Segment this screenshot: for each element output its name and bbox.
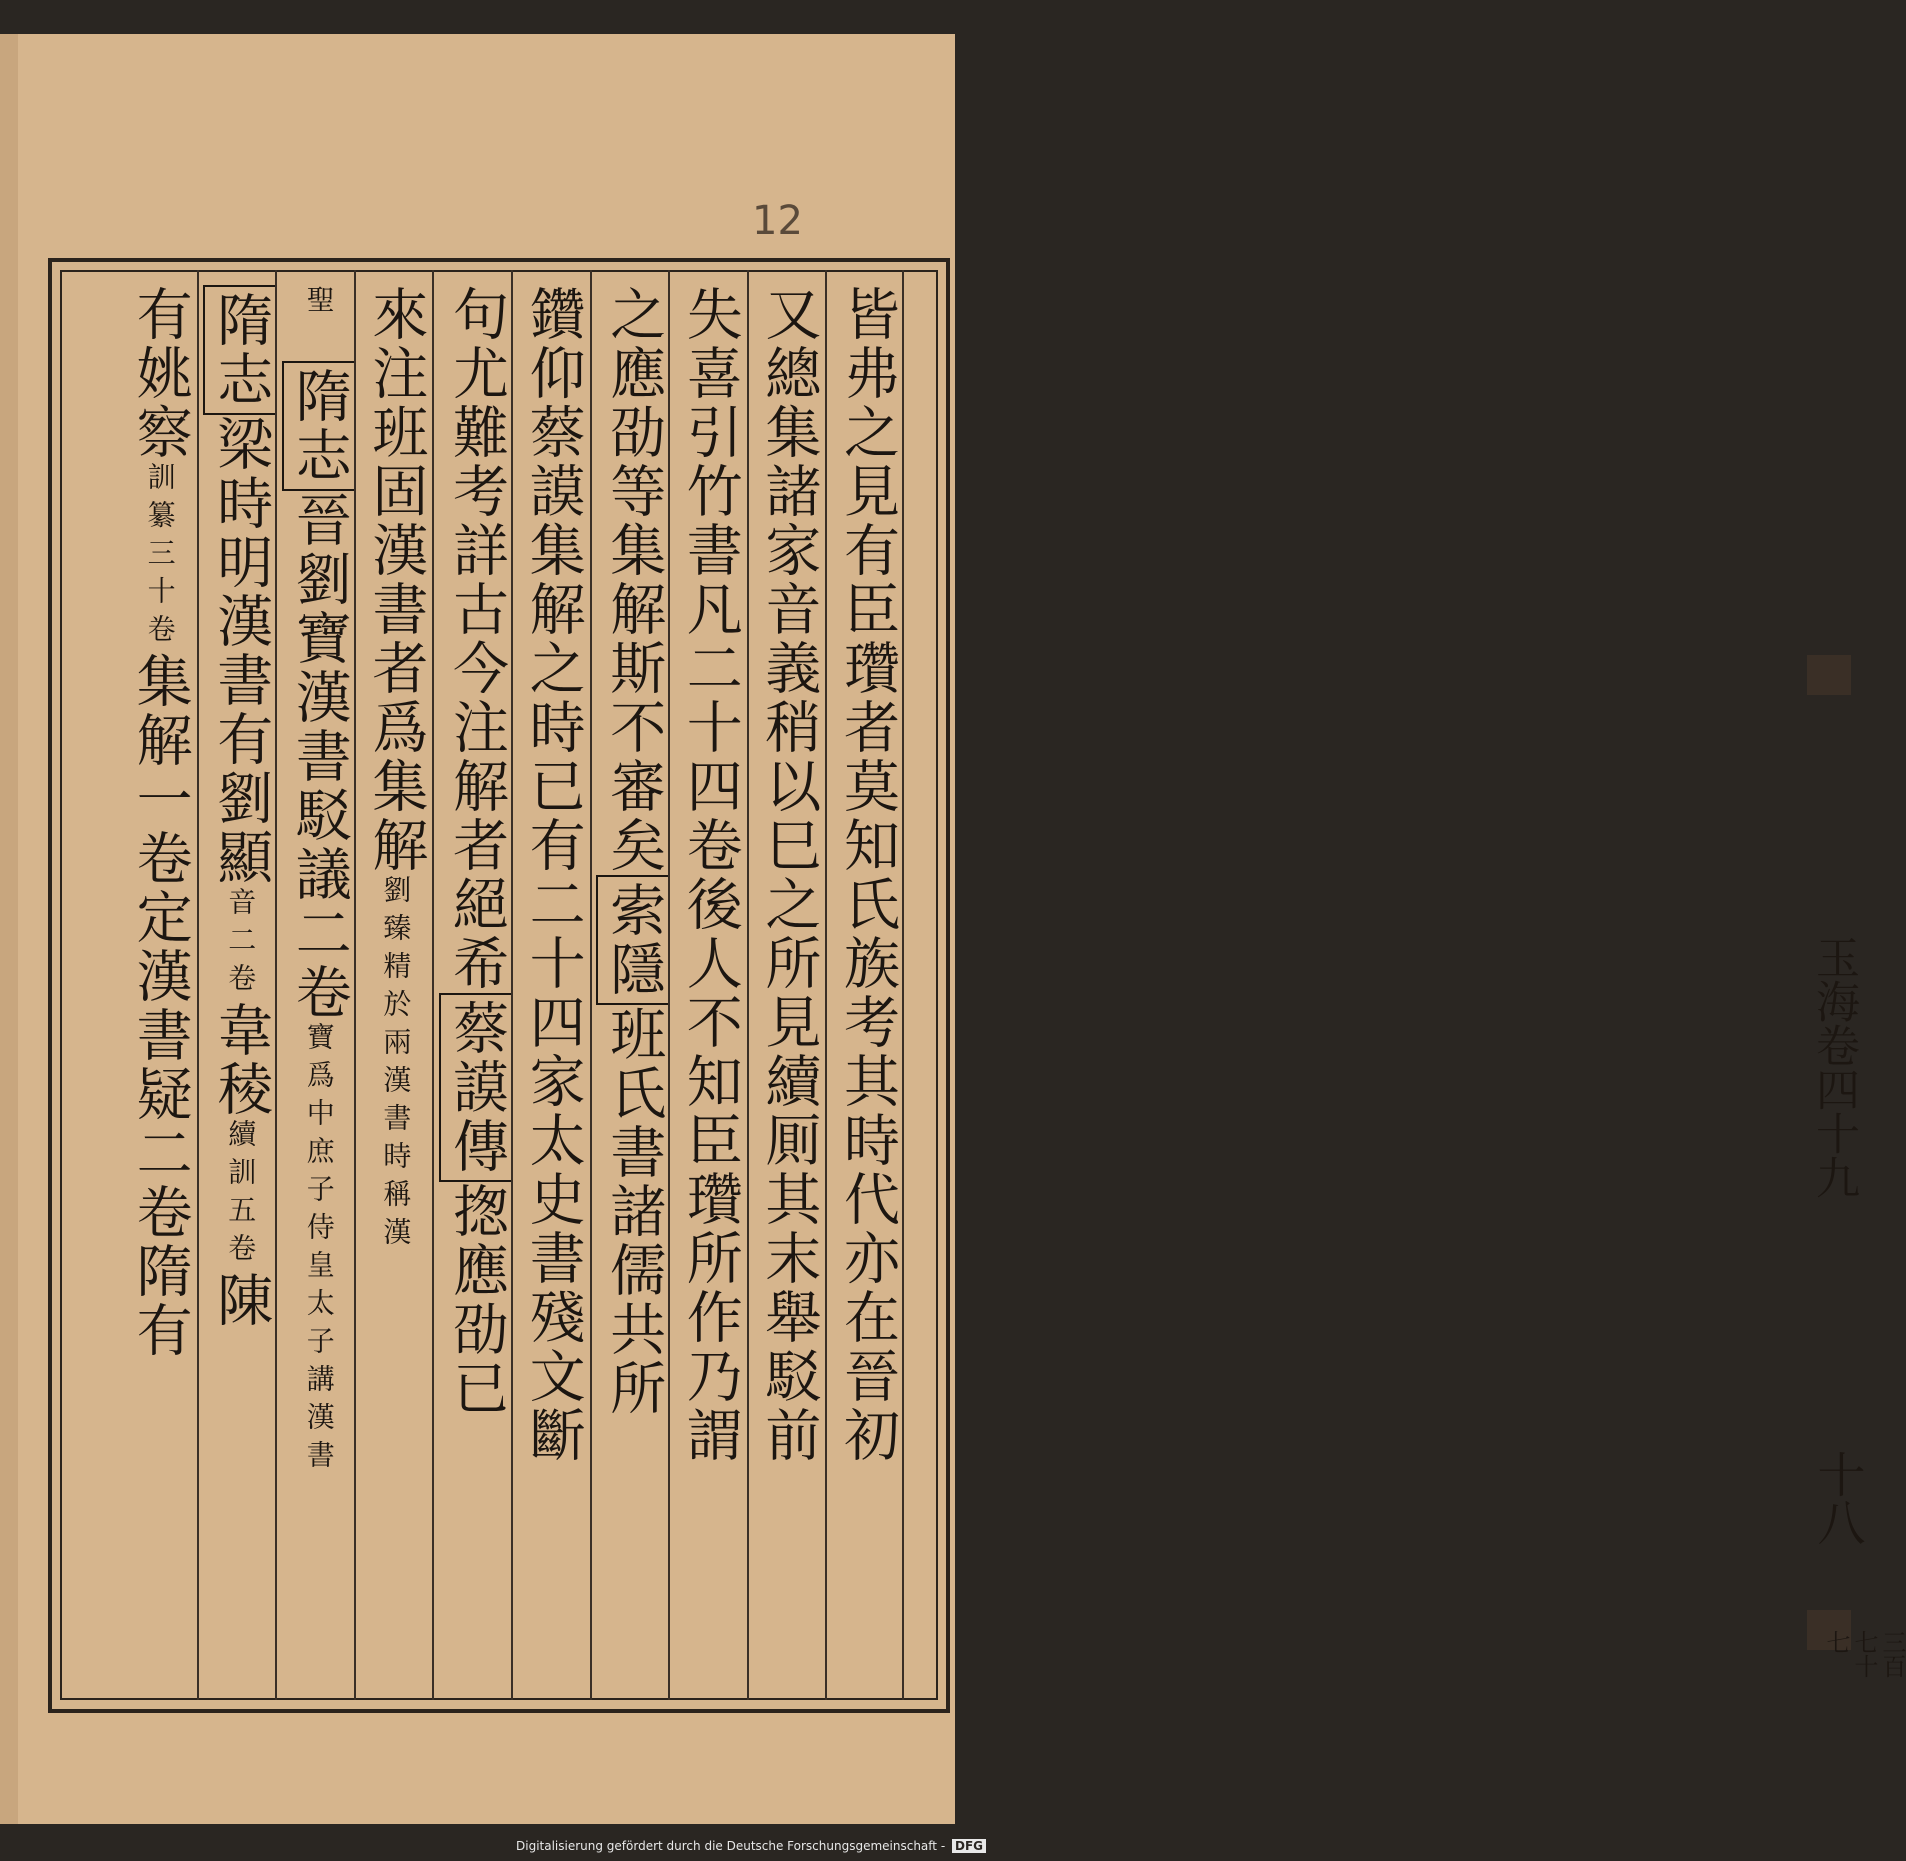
handwritten-folio-mark: 12 xyxy=(752,198,803,244)
column-rule xyxy=(511,270,513,1700)
main-text: 皆弗之見有臣瓚者莫知氏族考其時代亦在晉初 xyxy=(835,285,900,1465)
boxed-source-label: 隋志 xyxy=(282,361,356,491)
column-rule xyxy=(354,270,356,1700)
text-column-6 xyxy=(439,285,509,1700)
interlinear-note: 寶爲中庶子侍皇太子講漢書 xyxy=(302,1022,336,1478)
main-text: 陳 xyxy=(208,1271,274,1330)
interlinear-note: 音二卷 xyxy=(224,887,258,1001)
interlinear-note: 續訓五卷 xyxy=(224,1119,258,1271)
main-text: 班氏書諸儒共所 xyxy=(601,1005,667,1418)
column-rule xyxy=(432,270,434,1700)
text-column-3 xyxy=(675,285,745,1700)
main-text: 鑽仰蔡謨集解之時已有二十四家太史書殘文斷 xyxy=(520,285,586,1465)
interlinear-note: 訓纂三十卷 xyxy=(143,462,177,652)
main-text: 失喜引竹書凡二十四卷後人不知臣瓚所作乃謂 xyxy=(677,285,743,1465)
interlinear-note: 聖 xyxy=(302,285,336,323)
fishtail-mark-upper xyxy=(1807,655,1851,695)
main-text: 集解一卷定漢書疑二卷隋有 xyxy=(127,652,193,1360)
column-rule xyxy=(590,270,592,1700)
margin-book-title: 玉海卷四十九 xyxy=(1808,935,1859,1199)
boxed-source-label: 蔡謨傳 xyxy=(439,993,513,1182)
text-column-4 xyxy=(596,285,666,1700)
digitization-credit xyxy=(516,1839,986,1853)
margin-page-count: 三百七十七 xyxy=(1822,1630,1906,1678)
column-rule xyxy=(747,270,749,1700)
main-text: 揔應劭已 xyxy=(444,1182,509,1418)
main-text: 梁時明漢書有劉顯 xyxy=(208,415,274,887)
text-column-2 xyxy=(753,285,823,1700)
text-column-5 xyxy=(518,285,588,1700)
main-text: 韋稜 xyxy=(208,1001,274,1119)
text-column-8 xyxy=(282,285,352,1700)
dfg-logo: DFG xyxy=(952,1839,986,1853)
interlinear-note: 劉臻精於兩漢書時稱漢 xyxy=(379,875,413,1255)
main-text: 句尤難考詳古今注解者絕希 xyxy=(444,285,509,993)
main-text: 晉劉寶漢書駁議二卷 xyxy=(286,491,352,1022)
credit-text: Digitalisierung gefördert durch die Deutsche Forschungsgemeinschaft - xyxy=(516,1839,946,1853)
main-text: 又總集諸家音義稍以巳之所見續厠其末舉駁前 xyxy=(756,285,822,1465)
main-text: 有姚察 xyxy=(127,285,193,462)
boxed-source-label: 索隱 xyxy=(596,875,670,1005)
text-column-10 xyxy=(125,285,195,1700)
column-rule xyxy=(275,270,277,1700)
column-rule xyxy=(197,270,199,1700)
margin-strip xyxy=(902,270,1906,1700)
text-column-9 xyxy=(203,285,273,1700)
column-rule xyxy=(668,270,670,1700)
margin-leaf-number: 十八 xyxy=(1809,1450,1865,1546)
text-column-7 xyxy=(360,285,430,1700)
column-rule xyxy=(825,270,827,1700)
text-column-1 xyxy=(832,285,902,1700)
boxed-source-label: 隋志 xyxy=(203,285,277,415)
main-text: 來注班固漢書者爲集解 xyxy=(363,285,429,875)
main-text: 之應劭等集解斯不審矣 xyxy=(601,285,667,875)
